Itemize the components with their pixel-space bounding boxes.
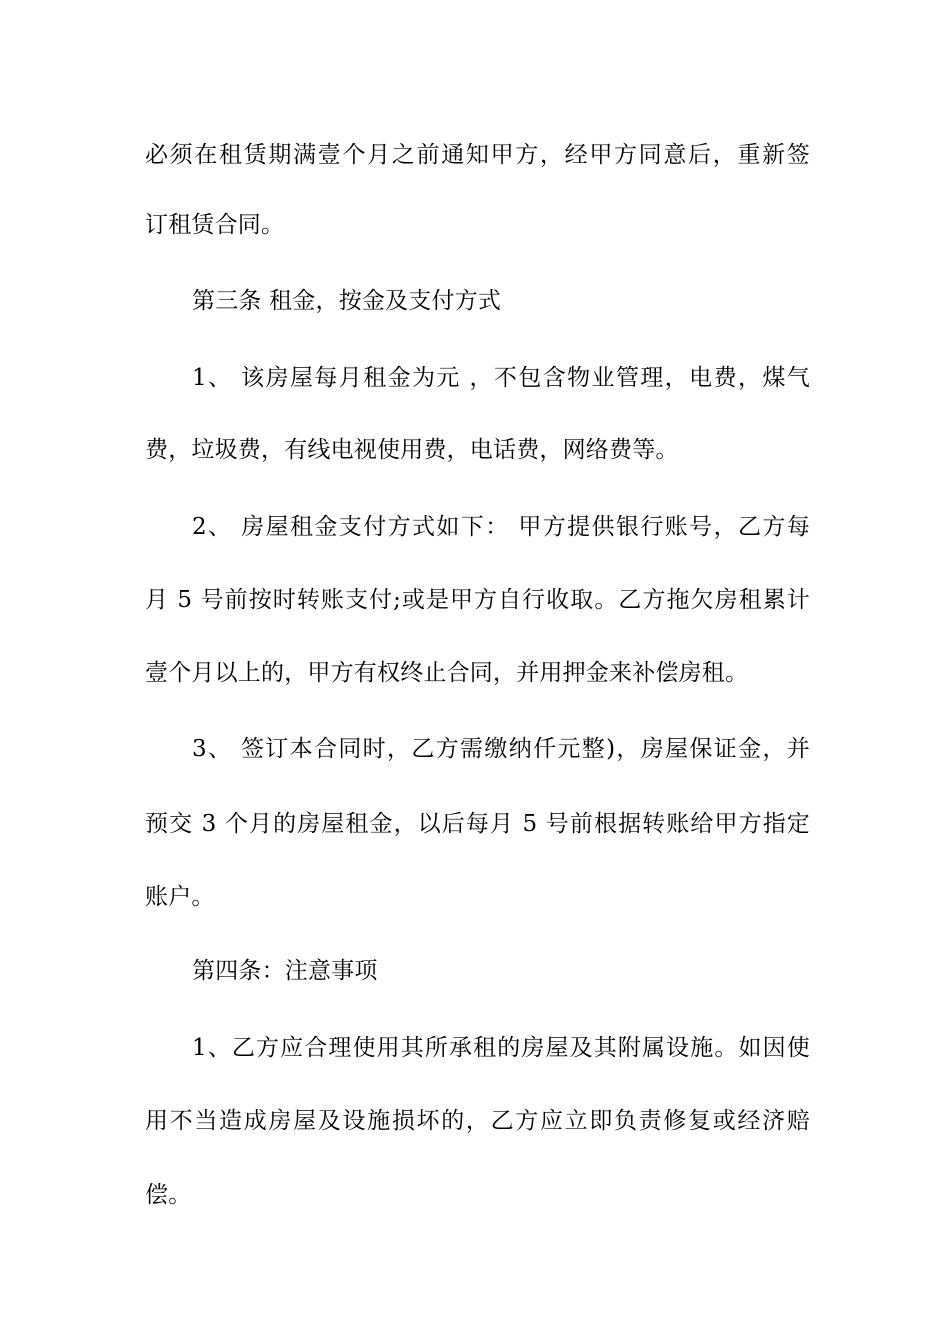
text-line: 必须在租赁期满壹个月之前通知甲方，经甲方同意后，重新签: [145, 142, 810, 168]
text-line: 3、 签订本合同时，乙方需缴纳仟元整)，房屋保证金，并: [192, 736, 810, 762]
text-line: 1、 该房屋每月租金为元 ，不包含物业管理，电费，煤气: [192, 365, 810, 391]
text-line: 订租赁合同。: [145, 212, 285, 238]
text-line: 费，垃圾费，有线电视使用费，电话费，网络费等。: [145, 437, 679, 463]
section-heading: 第四条：注意事项: [192, 958, 378, 984]
text-line: 2、 房屋租金支付方式如下： 甲方提供银行账号，乙方每: [192, 514, 810, 540]
text-line: 账户。: [145, 884, 215, 910]
text-line: 壹个月以上的，甲方有权终止合同，并用押金来补偿房租。: [145, 660, 749, 686]
section-heading: 第三条 租金，按金及支付方式: [192, 288, 502, 314]
text-line: 月 5 号前按时转账支付;或是甲方自行收取。乙方拖欠房租累计: [145, 587, 810, 613]
text-line: 预交 3 个月的房屋租金，以后每月 5 号前根据转账给甲方指定: [145, 811, 810, 837]
text-line: 1、乙方应合理使用其所承租的房屋及其附属设施。如因使: [192, 1035, 810, 1061]
text-line: 用不当造成房屋及设施损坏的，乙方应立即负责修复或经济赔: [145, 1108, 810, 1134]
text-line: 偿。: [145, 1182, 192, 1208]
